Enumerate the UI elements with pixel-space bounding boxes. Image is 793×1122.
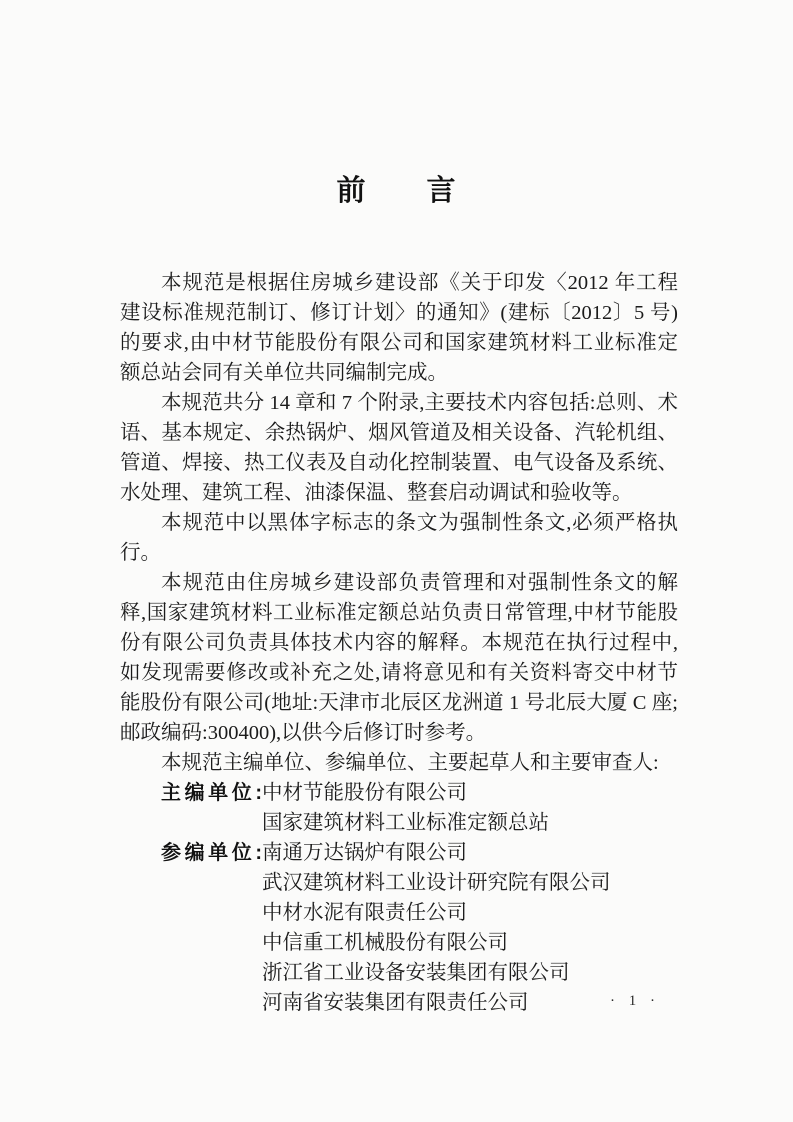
paragraph-contents: 本规范共分 14 章和 7 个附录,主要技术内容包括:总则、术语、基本规定、余热锅炉、烟风管道及相关设备、汽轮机组、管道、焊接、热工仪表及自动化控制装置、电气设备及系统、水处理、建筑工程、油漆保温、整套启动调试和验收等。 [120, 392, 678, 504]
paragraph-mandatory-clauses: 本规范中以黑体字标志的条文为强制性条文,必须严格执行。 [120, 512, 678, 564]
participating-editors-label: 参编单位: [161, 842, 262, 864]
paragraph-basis: 本规范是根据住房城乡建设部《关于印发〈2012 年工程建设标准规范制订、修订计划〉的通知》(建标〔2012〕5 号)的要求,由中材节能股份有限公司和国家建筑材料工业标准定额总站会同有关单位共同编制完成。 [120, 272, 678, 384]
page-title: 前 言 [336, 175, 457, 207]
org-item: 南通万达锅炉有限公司 [262, 842, 467, 864]
participating-editors-orgs [262, 838, 678, 1018]
org-item: 中信重工机械股份有限公司 [262, 932, 508, 954]
org-item: 国家建筑材料工业标准定额总站 [262, 812, 549, 834]
org-item: 浙江省工业设备安装集团有限公司 [262, 962, 570, 984]
chief-editor-label: 主编单位: [161, 782, 262, 804]
preface-body [120, 268, 678, 1018]
credit-group-chief-editor [161, 778, 678, 838]
org-item: 中材水泥有限责任公司 [262, 902, 467, 924]
org-item: 武汉建筑材料工业设计研究院有限公司 [262, 872, 611, 894]
org-item: 中材节能股份有限公司 [262, 782, 467, 804]
credit-group-participating-editors [161, 838, 678, 1018]
paragraph-management: 本规范由住房城乡建设部负责管理和对强制性条文的解释,国家建筑材料工业标准定额总站负责日常管理,中材节能股份有限公司负责具体技术内容的解释。本规范在执行过程中,如发现需要修改或补充之处,请将意见和有关资料寄交中材节能股份有限公司(地址:天津市北辰区龙洲道 1 号北辰大厦 C 座;邮政编码:300400),以供今后修订时参考。 [120, 572, 678, 744]
paragraph-credits-intro: 本规范主编单位、参编单位、主要起草人和主要审查人: [161, 752, 659, 774]
chief-editor-orgs [262, 778, 678, 838]
page-number: · 1 · [610, 993, 660, 1009]
org-item: 河南省安装集团有限责任公司 [262, 992, 529, 1014]
